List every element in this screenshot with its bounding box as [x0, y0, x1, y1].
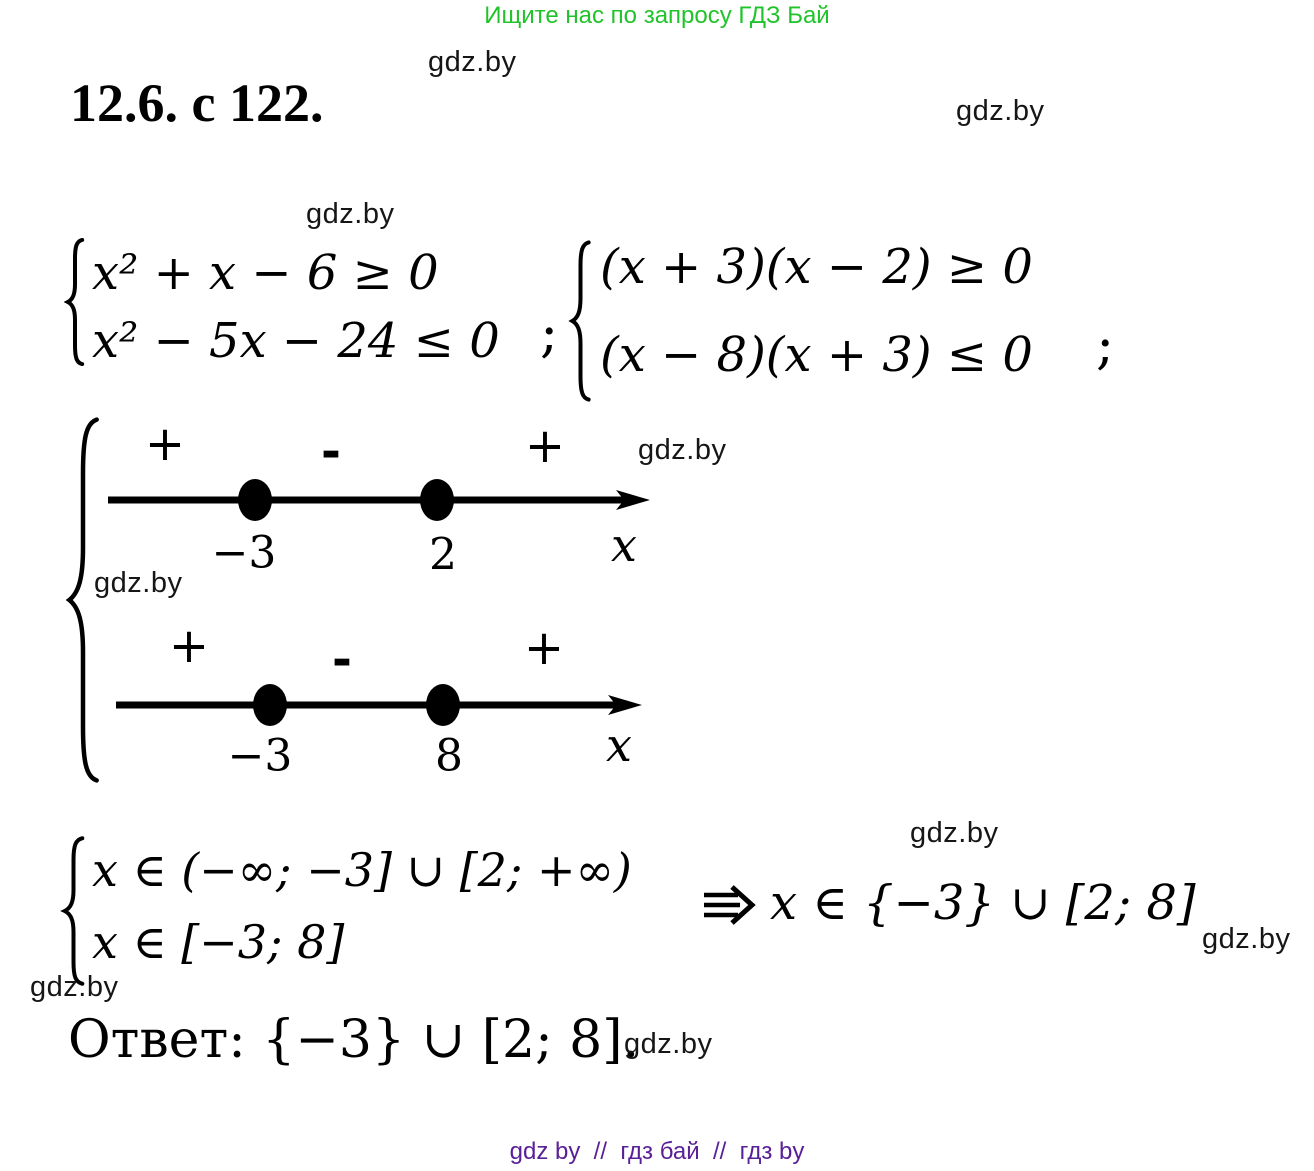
answer-line: [68, 1010, 639, 1070]
number-line-1: [100, 468, 660, 532]
point-label: 2: [429, 529, 457, 581]
solution-line1: x ∈ (−∞; −3] ∪ [2; +∞): [92, 843, 632, 897]
point-dot: [426, 684, 460, 726]
footer-tags: gdz by // гдз бай // гдз by: [509, 1138, 805, 1165]
system1-line2: x² − 5x − 24 ≤ 0: [92, 313, 500, 369]
watermark: gdz.by: [910, 817, 999, 849]
watermark: gdz.by: [94, 567, 183, 599]
watermark: gdz.by: [1202, 923, 1291, 955]
point-dot: [238, 479, 272, 521]
implies-arrow-icon: [702, 884, 756, 926]
page-title: 12.6. с 122.: [70, 73, 324, 133]
answer-spacer: [246, 1010, 263, 1070]
sign-label: +: [524, 418, 566, 474]
left-brace-icon: [62, 414, 104, 786]
point-label: 8: [435, 730, 463, 782]
axis-label: x: [611, 518, 637, 572]
left-brace-icon: [60, 836, 87, 986]
watermark: gdz.by: [30, 971, 119, 1003]
point-dot: [420, 479, 454, 521]
answer-label: Ответ:: [68, 1010, 246, 1070]
system2-line2: (x − 8)(x + 3) ≤ 0: [600, 327, 1033, 383]
sign-label: -: [321, 424, 341, 480]
point-label: −3: [211, 527, 277, 579]
promo-banner: Ищите нас по запросу ГДЗ Бай: [484, 2, 830, 29]
answer-value: {−3} ∪ [2; 8].: [262, 1010, 640, 1070]
watermark: gdz.by: [956, 95, 1045, 127]
sign-label: +: [168, 618, 210, 674]
watermark: gdz.by: [428, 46, 517, 78]
watermark: gdz.by: [306, 198, 395, 230]
sign-label: +: [144, 416, 186, 472]
left-brace-icon: [64, 238, 86, 366]
point-dot: [253, 684, 287, 726]
sign-label: -: [332, 632, 352, 688]
solution-line2: x ∈ [−3; 8]: [92, 915, 345, 969]
axis-label: x: [606, 718, 632, 772]
point-label: −3: [227, 730, 293, 782]
system-separator: ;: [1096, 313, 1115, 376]
left-brace-icon: [568, 240, 593, 402]
watermark: gdz.by: [638, 434, 727, 466]
sign-label: +: [523, 620, 565, 676]
system1-line1: x² + x − 6 ≥ 0: [92, 245, 439, 301]
number-line-2: [108, 673, 653, 737]
result-line: x ∈ {−3} ∪ [2; 8]: [770, 875, 1196, 931]
system-separator: ;: [540, 301, 559, 364]
watermark: gdz.by: [624, 1028, 713, 1060]
system2-line1: (x + 3)(x − 2) ≥ 0: [600, 239, 1033, 295]
